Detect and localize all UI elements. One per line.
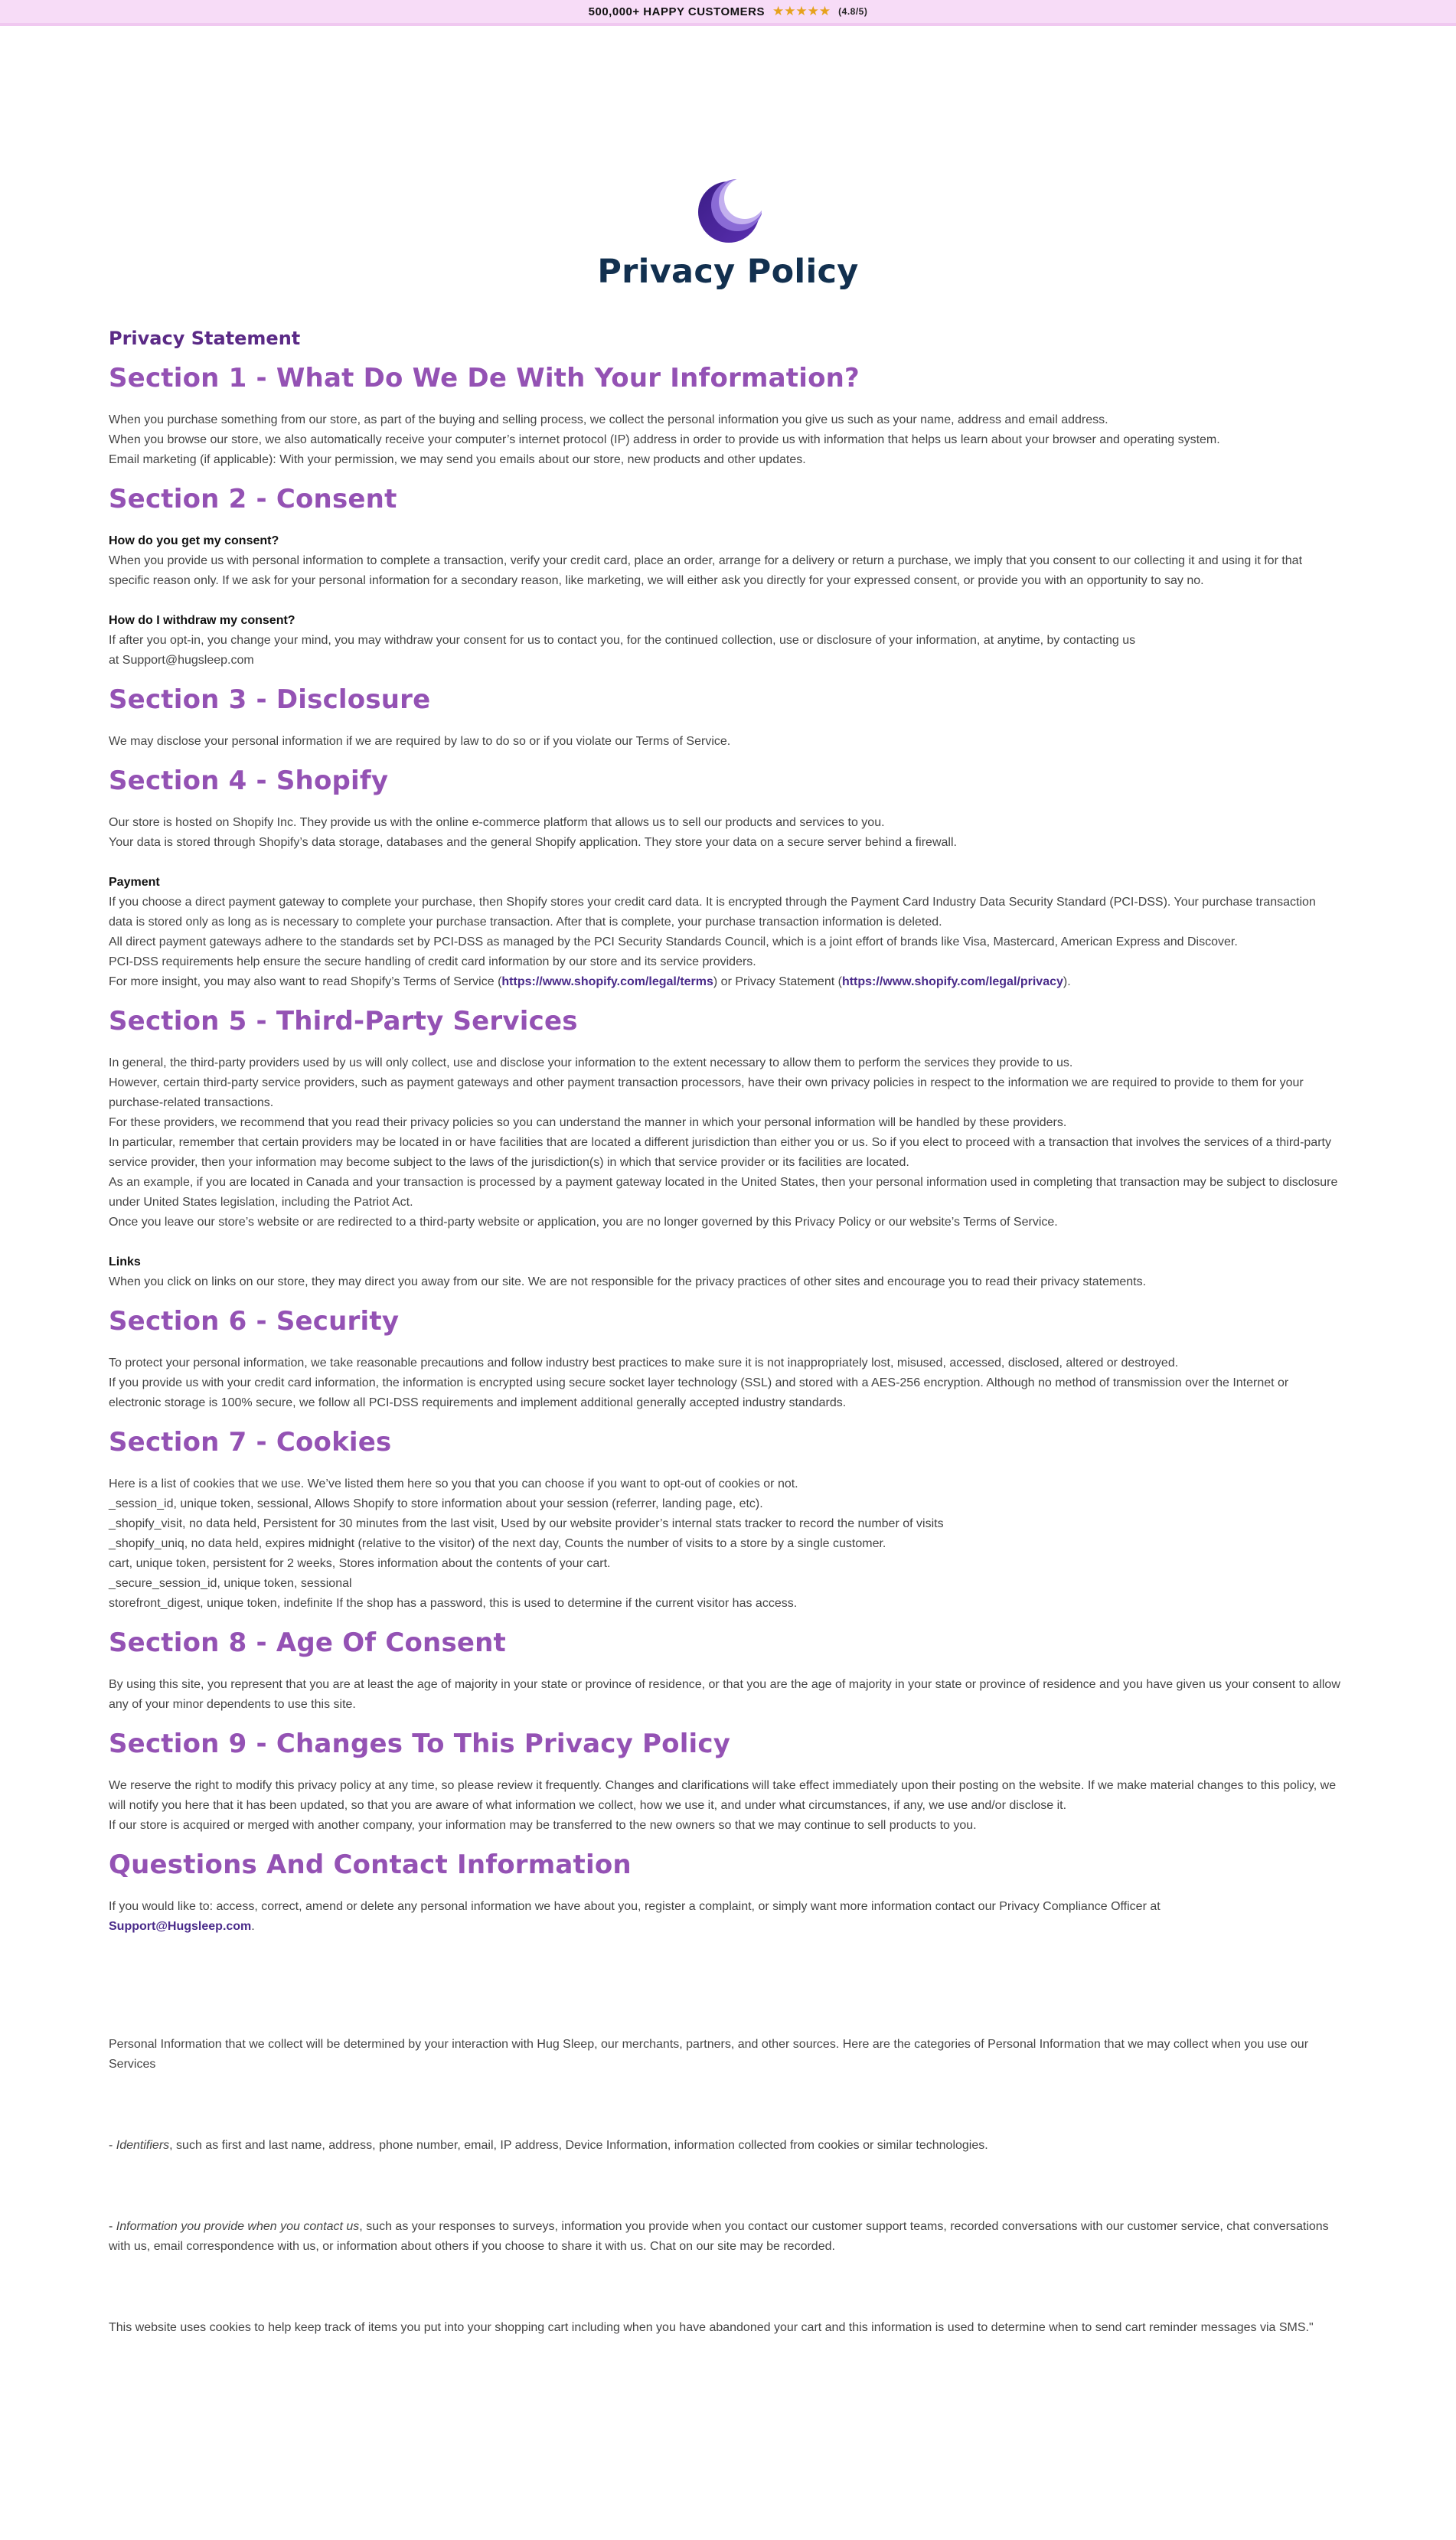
rating-value: (4.8/5) xyxy=(838,6,868,17)
identifiers-label: Identifiers xyxy=(116,2139,170,2152)
page-title: Privacy Policy xyxy=(597,253,859,291)
section-8-text: By using this site, you represent that you are at least the age of majority in your state or province of residence, or that you are the age of majority in your state or province of residence and you have given us your consent to allow any of your minor dependents to use this site. xyxy=(109,1678,1340,1711)
shopify-insight-text: ) or Privacy Statement ( xyxy=(713,975,842,988)
section-2-title: Section 2 - Consent xyxy=(109,484,397,514)
section-2-text: When you provide us with personal information to complete a transaction, verify your credit card, place an order, arrange for a delivery or return a purchase, we imply that you consent to our collecting it and using it for that specific reason only. If we ask for your personal information for a secondary reason, like marketing, we will either ask you directly for your expressed consent, or provide you with an opportunity to say no. xyxy=(109,554,1303,587)
contact-intro: If you would like to: access, correct, amend or delete any personal information we have about you, register a complaint, or simply want more information contact our Privacy Compliance Officer at xyxy=(109,1900,1161,1913)
section-4-title: Section 4 - Shopify xyxy=(109,766,389,796)
cookie-line: _secure_session_id, unique token, sessional xyxy=(109,1577,352,1590)
section-1-text: When you purchase something from our store, as part of the buying and selling process, we collect the personal information you give us such as your name, address and email address. xyxy=(109,413,1108,426)
cookie-line: storefront_digest, unique token, indefinite If the shop has a password, this is used to determine if the current visitor has access. xyxy=(109,1597,798,1610)
cookie-line: cart, unique token, persistent for 2 weeks, Stores information about the contents of your cart. xyxy=(109,1557,611,1570)
section-7-title: Section 7 - Cookies xyxy=(109,1427,392,1458)
shopify-privacy-link[interactable]: https://www.shopify.com/legal/privacy xyxy=(841,975,1063,988)
cookie-line: Here is a list of cookies that we use. We’ve listed them here so you that you can choose if you want to opt-out of cookies or not. xyxy=(109,1477,798,1490)
rating-stars-icon: ★★★★★ xyxy=(772,4,831,18)
shopify-insight-text: ). xyxy=(1063,975,1071,988)
cookie-line: _session_id, unique token, sessional, Allows Shopify to store information about your session (referrer, landing page, etc). xyxy=(109,1497,763,1510)
section-9-text: We reserve the right to modify this privacy policy at any time, so please review it frequently. Changes and clarifications will take effect immediately upon their posting on the website. If we make material changes to this policy, we will notify you here that it has been updated, so that you are aware of what information we collect, how we use it, and under what circumstances, if any, we use and/or disclose it. xyxy=(109,1779,1337,1812)
identifiers-detail: , such as first and last name, address, phone number, email, IP address, Device Information, information collected from cookies or similar technologies. xyxy=(169,2139,988,2152)
support-email-link[interactable]: Support@Hugsleep.com xyxy=(109,1920,252,1933)
privacy-statement-title: Privacy Statement xyxy=(109,328,301,349)
section-1-text: Email marketing (if applicable): With your permission, we may send you emails about our store, new products and other updates. xyxy=(109,453,806,466)
section-1-title: Section 1 - What Do We De With Your Information? xyxy=(109,363,860,393)
section-5-text: Once you leave our store’s website or are redirected to a third-party website or application, you are no longer governed by this Privacy Policy or our website’s Terms of Service. xyxy=(109,1216,1058,1229)
announcement-text: 500,000+ HAPPY CUSTOMERS xyxy=(588,5,765,18)
collection-intro-text: Personal Information that we collect will be determined by your interaction with Hug Sleep, our merchants, partners, and other sources. Here are the categories of Personal Information that we may collect when you use our Services xyxy=(109,2038,1309,2071)
withdraw-question: How do I withdraw my consent? xyxy=(109,614,295,627)
section-3-title: Section 3 - Disclosure xyxy=(109,684,431,715)
section-3-text: We may disclose your personal information if we are required by law to do so or if you violate our Terms of Service. xyxy=(109,735,731,748)
shopify-terms-link[interactable]: https://www.shopify.com/legal/terms xyxy=(501,975,713,988)
section-5-text: When you click on links on our store, they may direct you away from our site. We are not responsible for the privacy practices of other sites and encourage you to read their privacy statements. xyxy=(109,1275,1147,1288)
consent-question: How do you get my consent? xyxy=(109,534,279,547)
policy-content xyxy=(109,328,1341,2338)
cookie-line: _shopify_uniq, no data held, expires midnight (relative to the visitor) of the next day, Counts the number of visits to a store by a single customer. xyxy=(109,1537,886,1550)
contact-period: . xyxy=(251,1920,255,1933)
contact-info-text xyxy=(109,2217,1341,2257)
section-4-text xyxy=(109,972,1341,992)
contact-title: Questions And Contact Information xyxy=(109,1849,632,1880)
section-5-text: In particular, remember that certain providers may be located in or have facilities that are located a different jurisdiction than either you or us. So if you elect to proceed with a transaction that involves the services of a third-party service provider, then your information may become subject to the laws of the jurisdiction(s) in which that service provider or its facilities are located. xyxy=(109,1136,1331,1169)
section-5-title: Section 5 - Third-Party Services xyxy=(109,1006,578,1037)
section-9-title: Section 9 - Changes To This Privacy Policy xyxy=(109,1729,731,1759)
cart-cookies-text: This website uses cookies to help keep track of items you put into your shopping cart including when you have abandoned your cart and this information is used to determine when to send cart reminder messages via SMS." xyxy=(109,2321,1314,2334)
section-2-text: If after you opt-in, you change your mind, you may withdraw your consent for us to contact you, for the continued collection, use or disclosure of your information, at anytime, by contacting us xyxy=(109,634,1136,647)
payment-label: Payment xyxy=(109,876,160,889)
contact-info-detail: , such as your responses to surveys, information you provide when you contact our customer support teams, recorded conversations with our customer service, chat conversations with us, email correspondence with us, or information about others if you choose to share it with us. Chat on our site may be recorded. xyxy=(109,2220,1329,2253)
moon-logo-icon xyxy=(696,179,762,245)
section-6-text: To protect your personal information, we take reasonable precautions and follow industry best practices to make sure it is not inappropriately lost, misused, accessed, disclosed, altered or destroyed. xyxy=(109,1357,1179,1370)
section-5-text: However, certain third-party service providers, such as payment gateways and other payment transaction processors, have their own privacy policies in respect to the information we are required to provide to them for your purchase-related transactions. xyxy=(109,1076,1304,1109)
section-4-text: If you choose a direct payment gateway to complete your purchase, then Shopify stores your credit card data. It is encrypted through the Payment Card Industry Data Security Standard (PCI-DSS). Your purchase transaction data is stored only as long as is necessary to complete your purchase transaction. After that is complete, your purchase transaction information is deleted. xyxy=(109,896,1316,929)
section-1-text: When you browse our store, we also automatically receive your computer’s internet protocol (IP) address in order to provide us with information that helps us learn about your browser and operating system. xyxy=(109,433,1220,446)
contact-info-label: Information you provide when you contact us xyxy=(116,2220,360,2233)
section-4-text: Our store is hosted on Shopify Inc. They provide us with the online e-commerce platform that allows us to sell our products and services to you. xyxy=(109,816,885,829)
list-dash: - xyxy=(109,2220,116,2233)
contact-text xyxy=(109,1897,1341,1937)
section-8-title: Section 8 - Age Of Consent xyxy=(109,1627,507,1658)
section-4-text: Your data is stored through Shopify’s data storage, databases and the general Shopify application. They store your data on a secure server behind a firewall. xyxy=(109,836,957,849)
section-4-text: All direct payment gateways adhere to the standards set by PCI-DSS as managed by the PCI Security Standards Council, which is a joint effort of brands like Visa, Mastercard, American Express and Discover. xyxy=(109,935,1238,948)
section-5-text: In general, the third-party providers used by us will only collect, use and disclose your information to the extent necessary to allow them to perform the services they provide to us. xyxy=(109,1056,1073,1069)
cookie-line: _shopify_visit, no data held, Persistent for 30 minutes from the last visit, Used by our website provider’s internal stats tracker to record the number of visits xyxy=(109,1517,944,1530)
list-dash: - xyxy=(109,2139,116,2152)
section-5-text: As an example, if you are located in Canada and your transaction is processed by a payment gateway located in the United States, then your personal information used in completing that transaction may be subject to disclosure under United States legislation, including the Patriot Act. xyxy=(109,1176,1338,1209)
section-5-text: For these providers, we recommend that you read their privacy policies so you can understand the manner in which your personal information will be handled by these providers. xyxy=(109,1116,1067,1129)
announcement-bar xyxy=(0,0,1456,26)
section-9-text: If our store is acquired or merged with another company, your information may be transferred to the new owners so that we may continue to sell products to you. xyxy=(109,1819,977,1832)
section-2-text: at Support@hugsleep.com xyxy=(109,654,254,667)
shopify-insight-text: For more insight, you may also want to read Shopify’s Terms of Service ( xyxy=(109,975,502,988)
links-label: Links xyxy=(109,1255,141,1268)
section-6-title: Section 6 - Security xyxy=(109,1306,400,1337)
section-4-text: PCI-DSS requirements help ensure the secure handling of credit card information by our store and its service providers. xyxy=(109,955,756,968)
section-6-text: If you provide us with your credit card information, the information is encrypted using secure socket layer technology (SSL) and stored with a AES-256 encryption. Although no method of transmission over the Internet or electronic storage is 100% secure, we follow all PCI-DSS requirements and implement additional generally accepted industry standards. xyxy=(109,1376,1289,1409)
identifiers-text xyxy=(109,2136,1341,2156)
